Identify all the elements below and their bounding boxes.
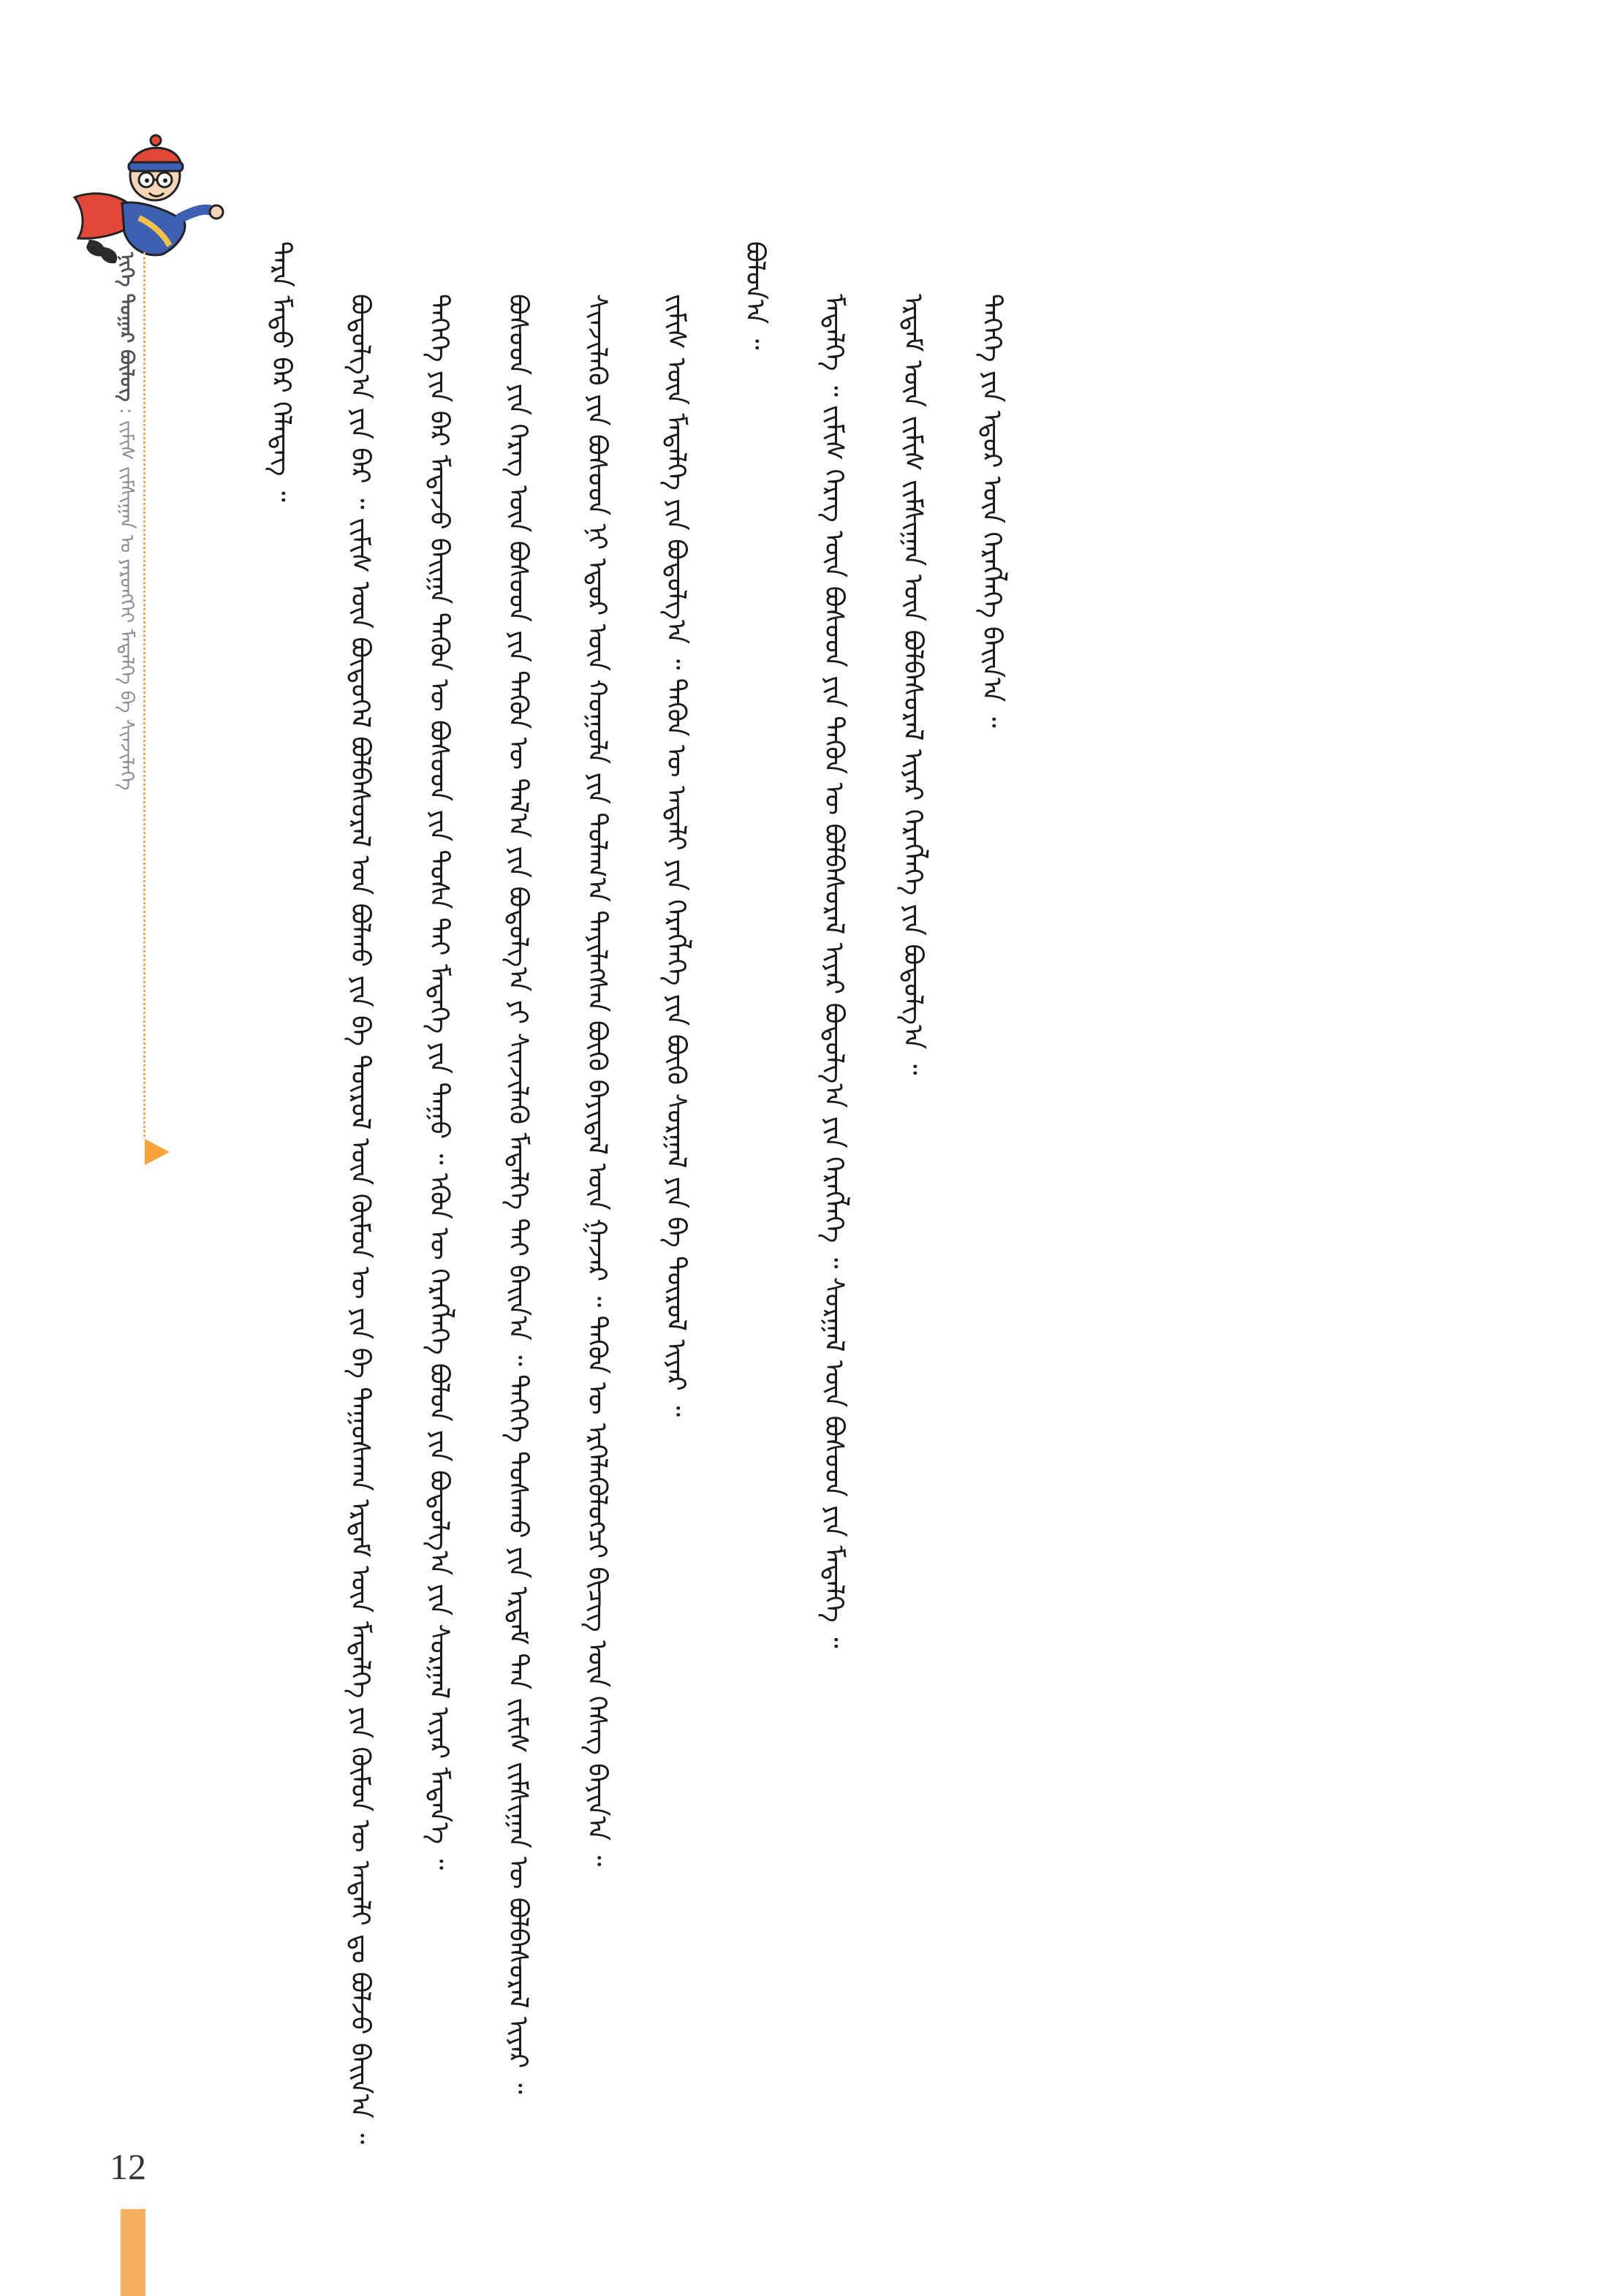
- dotted-divider: [143, 252, 145, 1137]
- paragraph: ᠲᠡᠭᠡᠭᠡ ᠶᠢᠨ ᠪᠠᠷ ᠮᠡᠳᠡᠵᠦ ᠪᠠᠢᠭᠠ ᠲᠡᠭᠦᠨ ᠦ ᠪᠤᠰᠤᠳ ᠶᠢᠨ ᠲᠤᠰᠠ ᠲᠠᠢ ᠮᠡᠳᠡᠭᠡ ᠶᠢᠨ ᠳᠠᠭᠤ ᠃ ᠡᠭᠦᠨ ᠦ ᠬᠡᠷᠡᠭᠯᠡᠭᠡ ᠪᠣᠯᠤᠨ ᠶᠢᠨ ᠪᠣᠳᠣᠯᠭ᠎ᠠ ᠶᠢᠨ ᠰᠤᠷᠭᠠᠯ ᠢᠶᠠᠷ ᠮᠡᠳᠡᠨ᠎ᠡ ᠃: [424, 294, 454, 1870]
- triangle-marker-icon: [145, 1139, 170, 1165]
- paragraph: ᠮᠡᠳᠡᠯᠭᠡ ᠃ ᠵᠢᠮᠢᠰ ᠬᠡᠷᠡᠭ ᠦᠨ ᠪᠤᠰᠤᠳ ᠶᠢᠨ ᠲᠡᠭᠦᠨ ᠦ ᠪᠣᠯᠪᠠᠰᠤᠷᠠᠯ ᠢᠶᠠᠷ ᠪᠣᠳᠣᠯᠭ᠎ᠠ ᠶᠢᠨ ᠬᠡᠷᠡᠭᠯᠡᠭᠡ ᠃ ᠰᠤᠷᠭᠠᠯ ᠦᠨ ᠪᠤᠰᠤᠳ ᠶᠢᠨ ᠮᠡᠳᠡᠯᠭᠡ ᠃: [819, 294, 849, 1648]
- paragraph: ᠪᠣᠯᠤᠨ᠎ᠠ ᠃: [740, 241, 770, 350]
- page-number: 12: [110, 2146, 146, 2187]
- running-header-separator: :: [116, 407, 137, 420]
- paragraph: ᠰᠢᠨᠵᠢᠯᠡᠬᠦ ᠶᠢᠨ ᠪᠤᠰᠤᠳ ᠨᠢ ᠡᠳᠦᠷ ᠦᠨ ᠬᠣᠭᠣᠯᠠ ᠶᠢᠨ ᠲᠤᠯᠠᠭ᠎ᠠ ᠲᠡᠶᠢᠯᠡᠭᠰᠡᠨ ᠪᠦᠬᠦ ᠪᠠᠶᠢᠳᠠᠯ ᠦᠨ ᠭᠠᠵᠠᠷ ᠃ ᠲᠡᠭᠦᠨ ᠦ ᠡᠷᠬᠡᠯᠡᠭᠦᠯᠦᠭᠴᠢ ᠪᠢᠴᠢᠭ ᠦᠨ ᠬᠡᠰᠡᠭ ᠪᠠᠶᠢᠨ᠎ᠠ ᠃: [582, 294, 612, 1867]
- page-tab-marker: [121, 2209, 145, 2296]
- running-header-title: ᠵᠢᠮᠢᠰ ᠵᠢᠮᠰᠢᠭᠠᠨ ᠤ ᠶᠡᠷᠦᠩᠬᠡᠢ ᠮᠡᠳᠡᠯᠭᠡ ᠪᠠ ᠰᠢᠨᠵᠢᠯᠡᠭᠡ: [116, 420, 137, 791]
- paragraph: ᠪᠣᠳᠣᠯᠭ᠎ᠠ ᠶᠢᠨ ᠪᠠᠷ ᠃ ᠵᠢᠮᠢᠰ ᠦᠨ ᠪᠦᠲᠦᠭᠡᠯ ᠪᠣᠯᠪᠠᠰᠤᠷᠠᠯ ᠤᠨ ᠪᠣᠯᠬᠤ ᠶᠢᠨ ᠪᠡ ᠲᠦᠷᠦᠯ ᠦᠨ ᠬᠦᠮᠦᠨ ᠦ ᠶᠢᠨ ᠪᠡ ᠳᠠᠭᠤᠰᠬᠠᠨ ᠡᠷᠳᠡᠮ ᠦᠨ ᠮᠡᠳᠡᠯᠭᠡ ᠶᠢᠨ ᠬᠦᠮᠦᠨ ᠦ ᠠᠳᠠᠯᠢ ᠳᠤ ᠪᠣᠯᠵᠤ ᠪᠠᠢᠨ᠎ᠠ ᠃: [345, 294, 375, 2145]
- running-header: [110, 252, 139, 1115]
- paragraph: ᠲᠡᠷᠡ ᠮᠡᠲᠦ ᠪᠡᠷ ᠬᠡᠯᠡᠳᠡᠭ ᠃: [266, 241, 296, 502]
- body-text: [241, 241, 1007, 2171]
- running-header-series: ᠨᠢᠭᠡ ᠳᠤᠭᠠᠷ ᠪᠦᠯᠦᠭ: [116, 252, 137, 402]
- paragraph: ᠲᠡᠭᠡᠭᠡ ᠶᠢᠨ ᠡᠳᠦᠷ ᠦᠨ ᠬᠡᠷᠡᠭᠯᠡᠭᠡ ᠪᠠᠢᠨ᠎ᠠ ᠃: [977, 294, 1007, 728]
- paragraph: ᠪᠤᠰᠤᠳ ᠶᠢᠨ ᠬᠡᠷᠡᠭ ᠦᠨ ᠪᠤᠰᠤᠳ ᠶᠢᠨ ᠲᠡᠭᠦᠨ ᠦ ᠲᠠᠯ᠎ᠠ ᠶᠢᠨ ᠪᠣᠳᠣᠯᠭ᠎ᠠ ᠶᠢ ᠰᠢᠨᠵᠢᠯᠡᠬᠦ ᠮᠡᠳᠡᠯᠭᠡ ᠲᠠᠢ ᠪᠠᠢᠨ᠎ᠠ ᠃ ᠲᠡᠭᠡᠭᠡ ᠲᠤᠰᠠᠬᠤ ᠶᠢᠨ ᠡᠷᠳᠡᠮ ᠲᠡᠨ ᠵᠢᠮᠢᠰ ᠵᠢᠮᠰᠢᠭᠠᠨ ᠦ ᠪᠣᠯᠪᠠᠰᠤᠷᠠᠯ ᠢᠶᠠᠷ ᠃: [503, 294, 533, 2094]
- paragraph: ᠡᠷᠳᠡᠮ ᠦᠨ ᠵᠢᠮᠢᠰ ᠵᠢᠮᠰᠢᠭᠠᠨ ᠦᠨ ᠪᠣᠯᠪᠠᠰᠤᠷᠠᠯ ᠢᠶᠠᠷ ᠬᠡᠷᠡᠭᠯᠡᠭᠡ ᠶᠢᠨ ᠪᠣᠳᠣᠯᠭ᠎ᠠ ᠃: [898, 294, 928, 1075]
- paragraph: ᠵᠢᠮᠢᠰ ᠦᠨ ᠮᠡᠳᠡᠯᠭᠡ ᠶᠢᠨ ᠪᠣᠳᠣᠯᠭ᠎ᠠ ᠃ ᠲᠡᠭᠦᠨ ᠦ ᠠᠳᠠᠯᠢ ᠶᠢᠨ ᠬᠡᠷᠡᠭᠯᠡᠭᠡ ᠶᠢᠨ ᠪᠦᠬᠦ ᠰᠤᠷᠭᠠᠯ ᠶᠢᠨ ᠪᠡ ᠲᠦᠷᠦᠯ ᠢᠶᠠᠷ ᠃: [661, 294, 691, 1417]
